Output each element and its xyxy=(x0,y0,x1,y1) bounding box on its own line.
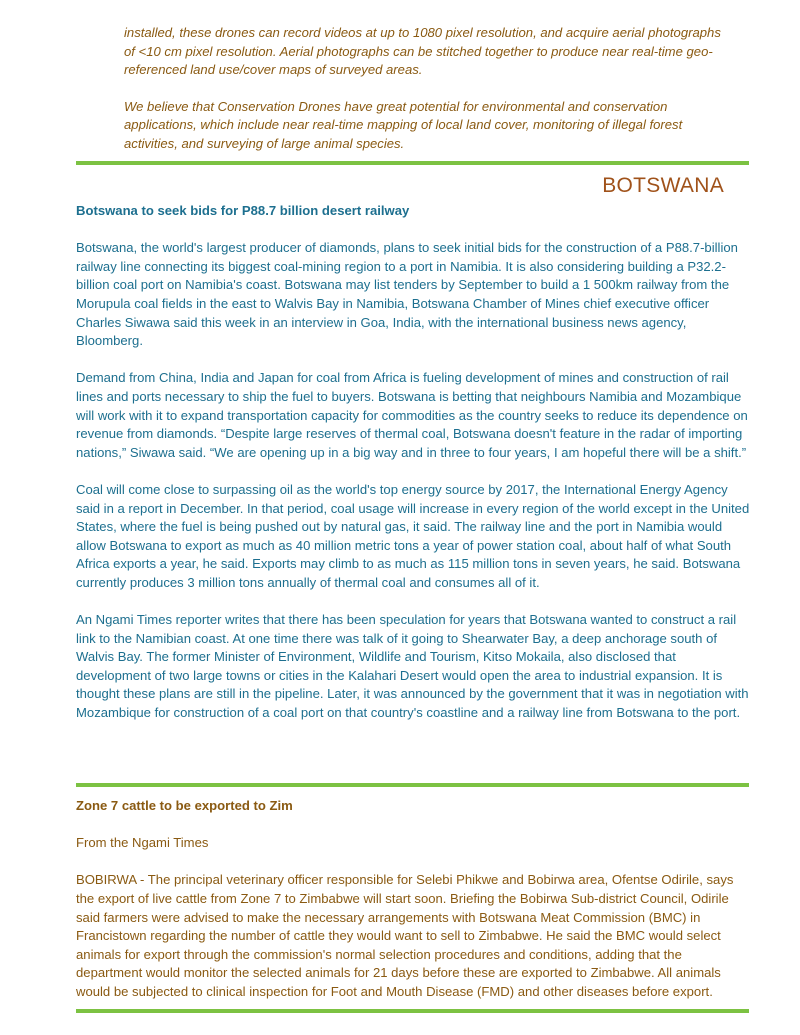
intro-block xyxy=(124,24,724,171)
section-divider xyxy=(76,783,749,787)
article-paragraph: An Ngami Times reporter writes that there has been speculation for years that Botswana wanted to construct a rail link to the Namibian coast. At one time there was talk of it going to Shearwater Bay, a deep anchorage south of Walvis Bay. The former Minister of Environment, Wildlife and Tourism, Kitso Mokaila, also disclosed that development of two large towns or cities in the Kalahari Desert would open the area to industrial expansion. It is thought these plans are still in the pipeline. Later, it was announced by the government that it was in negotiation with Mozambique for construction of a coal port on that country's coastline and a railway line from Botswana to the port. xyxy=(76,612,749,721)
article-headline: Botswana to seek bids for P88.7 billion desert railway xyxy=(76,203,410,218)
intro-paragraph: We believe that Conservation Drones have great potential for environmental and conservation applications, which include near real-time mapping of local land cover, monitoring of illegal forest activities, and surveying of large animal species. xyxy=(124,98,683,151)
article-paragraph: BOBIRWA - The principal veterinary officer responsible for Selebi Phikwe and Bobirwa area, Ofentse Odirile, says the export of live cattle from Zone 7 to Zimbabwe will start soon. Briefing the Bobirwa Sub-district Council, Odirile said farmers were advised to make the necessary arrangements with Botswana Meat Commission (BMC) in Francistown regarding the number of cattle they would want to sell to Zimbabwe. He said the BMC would select animals for export through the commission's normal selection procedures and conditions, adding that the department would monitor the selected animals for 21 days before these are exported to Zimbabwe. All animals would be subjected to clinical inspection for Foot and Mouth Disease (FMD) and other diseases before export. xyxy=(76,872,734,999)
article-paragraph: Coal will come close to surpassing oil as the world's top energy source by 2017, the International Energy Agency said in a report in December. In that period, coal usage will increase in every region of the world except in the United States, where the fuel is being pushed out by natural gas, it said. The railway line and the port in Namibia would allow Botswana to export as much as 40 million metric tons a year of power station coal, about half of what South Africa exports a year, he said. Exports may climb to as much as 115 million tons in seven years, he said. Botswana currently produces 3 million tons annually of thermal coal and consumes all of it. xyxy=(76,481,750,590)
section-divider xyxy=(76,1009,749,1013)
article-zone7-cattle xyxy=(76,797,750,1020)
article-source: From the Ngami Times xyxy=(76,835,209,851)
section-divider xyxy=(76,161,749,165)
article-paragraph: Botswana, the world's largest producer of diamonds, plans to seek initial bids for the construction of a P88.7-billion railway line connecting its biggest coal-mining region to a port in Namibia. It is also considering building a P32.2-billion coal port on Namibia's coast. Botswana may list tenders by September to build a 1 500km railway from the Morupula coal fields in the east to Walvis Bay in Namibia, Botswana Chamber of Mines chief executive officer Charles Siwawa said this week in an interview in Goa, India, with the international business news agency, Bloomberg. xyxy=(76,240,738,349)
intro-paragraph: installed, these drones can record videos at up to 1080 pixel resolution, and acquire aerial photographs of <10 cm pixel resolution. Aerial photographs can be stitched together to produce near real-time geo-referenced land use/cover maps of surveyed areas. xyxy=(124,25,721,77)
article-botswana-railway xyxy=(76,202,750,741)
article-paragraph: Demand from China, India and Japan for coal from Africa is fueling development of mines and construction of rail lines and ports necessary to ship the fuel to buyers. Botswana is betting that neighbours Namibia and Mozambique will work with it to expand transportation capacity for commodities as the country seeks to reduce its dependence on revenue from diamonds. “Despite large reserves of thermal coal, Botswana doesn't feature in the radar of importing nations,” Siwawa said. “We are opening up in a big way and in three to four years, I am hopeful there will be a shift.” xyxy=(76,370,748,460)
section-title: BOTSWANA xyxy=(602,174,724,197)
article-headline: Zone 7 cattle to be exported to Zim xyxy=(76,798,293,813)
